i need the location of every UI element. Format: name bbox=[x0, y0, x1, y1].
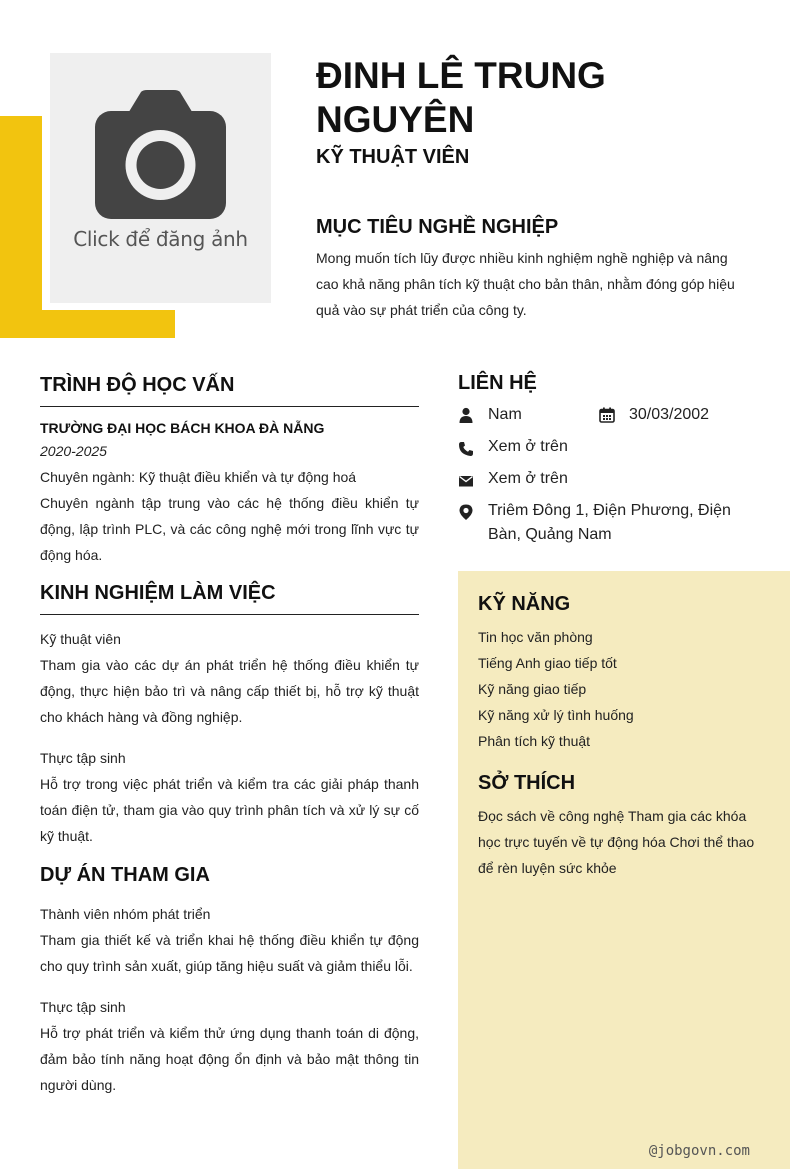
phone-value: Xem ở trên bbox=[488, 438, 568, 455]
left-column bbox=[40, 374, 419, 1113]
candidate-name: ĐINH LÊ TRUNG NGUYÊN bbox=[316, 55, 606, 140]
projects-section bbox=[40, 864, 419, 1098]
skills-hobbies-panel bbox=[458, 571, 790, 1169]
experience-description: Tham gia vào các dự án phát triển hệ thống điều khiển tự động, thực hiện bảo trì và nâng cấp thiết bị, hỗ trợ kỹ thuật cho khách hàng và đồng nghiệp. bbox=[40, 657, 419, 725]
experience-description: Hỗ trợ trong việc phát triển và kiểm tra các giải pháp thanh toán điện tử, tham gia vào quy trình phân tích và xử lý sự cố kỹ thuật. bbox=[40, 776, 419, 844]
education-major: Chuyên ngành: Kỹ thuật điều khiển và tự động hoá bbox=[40, 469, 357, 485]
education-heading: TRÌNH ĐỘ HỌC VẤN bbox=[40, 374, 419, 407]
list-item bbox=[40, 626, 419, 730]
gender-value: Nam bbox=[488, 406, 522, 423]
skill-item: Tiếng Anh giao tiếp tốt bbox=[478, 655, 617, 671]
phone-icon bbox=[458, 441, 474, 457]
list-item bbox=[40, 745, 419, 849]
contact-row-gender bbox=[458, 403, 758, 435]
project-description: Hỗ trợ phát triển và kiểm thử ứng dụng thanh toán di động, đảm bảo tính năng hoạt động ổn định và bảo mật thông tin người dùng. bbox=[40, 1025, 419, 1093]
calendar-icon bbox=[599, 407, 615, 423]
contact-row-address bbox=[458, 499, 758, 555]
objective-text: Mong muốn tích lũy được nhiều kinh nghiệm nghề nghiệp và nâng cao khả năng phân tích kỹ thuật cho bản thân, nhằm đóng góp hiệu quả vào sự phát triển của công ty. bbox=[316, 250, 735, 318]
objective-heading: MỤC TIÊU NGHỀ NGHIỆP bbox=[316, 216, 559, 238]
job-title: KỸ THUẬT VIÊN bbox=[316, 146, 470, 168]
hobbies-text: Đọc sách về công nghệ Tham gia các khóa học trực tuyến về tự động hóa Chơi thể thao để rèn luyện sức khỏe bbox=[478, 808, 755, 876]
photo-upload[interactable] bbox=[50, 53, 271, 303]
hobbies-heading: SỞ THÍCH bbox=[478, 772, 576, 794]
education-years: 2020-2025 bbox=[40, 443, 107, 459]
camera-icon bbox=[95, 90, 226, 219]
contact-row-email bbox=[458, 467, 758, 499]
skills-heading: KỸ NĂNG bbox=[478, 593, 571, 615]
experience-title: Kỹ thuật viên bbox=[40, 631, 121, 647]
list-item bbox=[40, 901, 419, 979]
school-name: TRƯỜNG ĐẠI HỌC BÁCH KHOA ĐÀ NẴNG bbox=[40, 420, 325, 436]
contact-section bbox=[458, 372, 758, 555]
location-pin-icon bbox=[458, 504, 474, 520]
education-description: Chuyên ngành tập trung vào các hệ thống điều khiển tự động, lập trình PLC, và các công nghệ mới trong lĩnh vực tự động hóa. bbox=[40, 495, 419, 563]
education-section bbox=[40, 374, 419, 568]
skill-item: Tin học văn phòng bbox=[478, 629, 593, 645]
experience-section bbox=[40, 582, 419, 849]
objective-section bbox=[316, 216, 752, 323]
project-title: Thực tập sinh bbox=[40, 999, 126, 1015]
address-value: Triêm Đông 1, Điện Phương, Điện Bàn, Quảng Nam bbox=[488, 502, 731, 543]
experience-heading: KINH NGHIỆM LÀM VIỆC bbox=[40, 582, 419, 615]
skill-item: Kỹ năng giao tiếp bbox=[478, 681, 587, 697]
contact-heading: LIÊN HỆ bbox=[458, 372, 537, 394]
birthday-value: 30/03/2002 bbox=[629, 406, 710, 423]
accent-bar-horizontal bbox=[0, 310, 175, 338]
skill-item: Kỹ năng xử lý tình huống bbox=[478, 707, 634, 723]
watermark: @jobgovn.com bbox=[648, 1143, 750, 1159]
accent-bar-vertical bbox=[0, 116, 42, 338]
email-value: Xem ở trên bbox=[488, 470, 568, 487]
project-description: Tham gia thiết kế và triển khai hệ thống điều khiển tự động cho quy trình sản xuất, giúp tăng hiệu suất và giảm thiểu lỗi. bbox=[40, 932, 419, 974]
project-title: Thành viên nhóm phát triển bbox=[40, 906, 211, 922]
person-icon bbox=[458, 407, 474, 423]
projects-heading: DỰ ÁN THAM GIA bbox=[40, 864, 210, 886]
experience-title: Thực tập sinh bbox=[40, 750, 126, 766]
list-item bbox=[40, 994, 419, 1098]
photo-caption: Click để đăng ảnh bbox=[73, 227, 248, 251]
contact-row-phone bbox=[458, 435, 758, 467]
skill-item: Phân tích kỹ thuật bbox=[478, 733, 591, 749]
email-icon bbox=[458, 473, 474, 489]
